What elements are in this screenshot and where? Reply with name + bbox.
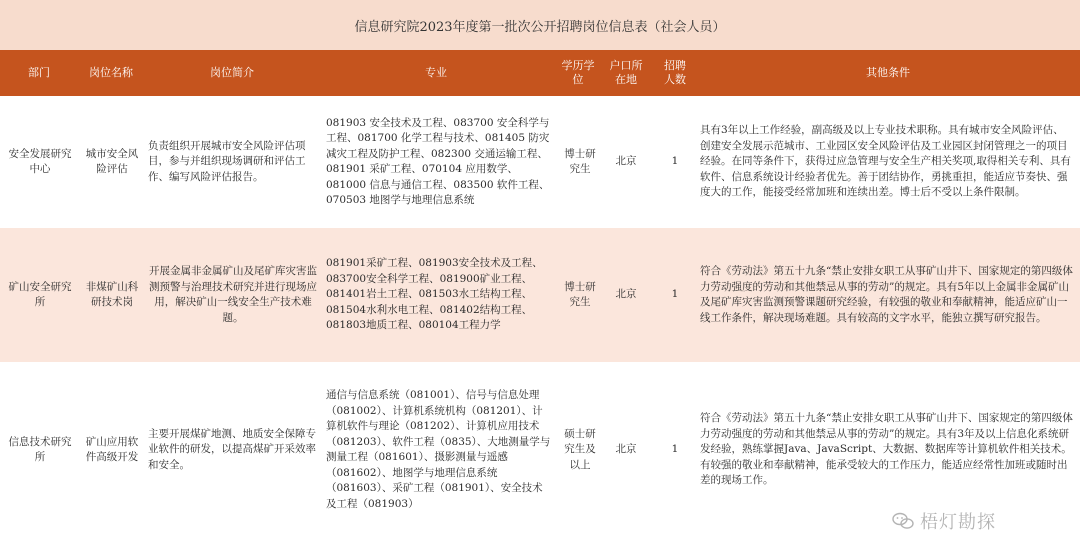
cell-edu: 博士研究生 xyxy=(564,280,596,308)
table-row xyxy=(0,228,1080,362)
cell-count: 1 xyxy=(671,443,679,456)
header-intro: 岗位简介 xyxy=(210,66,254,79)
cell-count: 1 xyxy=(671,288,679,301)
cell-intro: 负责组织开展城市安全风险评估项目，参与并组织现场调研和评估工作、编写风险评估报告。 xyxy=(148,139,306,183)
header-other: 其他条件 xyxy=(866,66,910,79)
cell-major: 081901采矿工程、081903安全技术及工程、083700安全科学工程、081900矿业工程、081401岩土工程、081503水工结构工程、081504水利水电工程、081402结构工程、081803地质工程、080104工程力学 xyxy=(326,257,543,332)
header-dept: 部门 xyxy=(28,66,50,79)
watermark-text: 梧灯勘探 xyxy=(920,512,996,533)
cell-edu: 博士研究生 xyxy=(564,147,596,175)
cell-dept: 信息技术研究所 xyxy=(8,435,72,463)
cell-other: 符合《劳动法》第五十九条“禁止安排女职工从事矿山井下、国家规定的第四级体力劳动强度的劳动和其他禁忌从事的劳动”的规定。具有3年及以上信息化系统研发经验，熟练掌握Java、JavaScript、大数据、数据库等计算机软件相关技术。有较强的敬业和奉献精神，能承受较大的工作压力，能适应经常性加班或随时出差的现场工作。 xyxy=(700,412,1073,487)
cell-major: 081903 安全技术及工程、083700 安全科学与工程、081700 化学工程与技术、081405 防灾减灾工程及防护工程、082300 交通运输工程、081901 采矿工程、070104 应用数学、081000 信息与通信工程、083500 软件工程、070503 地图学与地理信息系统 xyxy=(326,116,550,206)
table-header xyxy=(0,50,1080,96)
header-major: 专业 xyxy=(425,66,447,79)
cell-intro: 主要开展煤矿地测、地质安全保障专业软件的研发，以提高煤矿开采效率和安全。 xyxy=(148,427,316,471)
cell-intro: 开展金属非金属矿山及尾矿库灾害监测预警与治理技术研究并进行现场应用，解决矿山一线安全生产技术难题。 xyxy=(149,265,317,324)
header-post: 岗位名称 xyxy=(89,66,133,79)
cell-hukou: 北京 xyxy=(615,155,637,168)
cell-other: 具有3年以上工作经验，副高级及以上专业技术职称。具有城市安全风险评估、创建安全发展示范城市、工业园区安全风险评估及工业园区封闭管理之一的项目经验。在同等条件下，获得过应急管理与安全生产相关奖项,取得相关专利、具有软件、信息系统设计经验者优先。善于团结协作，勇挑重担，能适应节奏快、强度大的工作，能接受经常加班和连续出差。博士后不受以上条件限制。 xyxy=(700,124,1071,199)
cell-dept: 安全发展研究中心 xyxy=(8,147,72,175)
cell-edu: 硕士研究生及以上 xyxy=(564,427,596,471)
cell-post: 非煤矿山科研技术岗 xyxy=(85,280,139,308)
header-hukou: 户口所在地 xyxy=(609,59,643,86)
cell-post: 城市安全风险评估 xyxy=(85,147,139,175)
wechat-icon xyxy=(892,512,914,530)
cell-hukou: 北京 xyxy=(615,443,637,456)
table-row xyxy=(0,96,1080,228)
cell-hukou: 北京 xyxy=(615,288,637,301)
header-count: 招聘人数 xyxy=(664,59,686,86)
cell-major: 通信与信息系统（081001）、信号与信息处理（081002）、计算机系统机构（081201）、计算机软件与理论（081202）、计算机应用技术（081203）、软件工程（0835）、大地测量学与测量工程（081601）、摄影测量与遥感（081602）、地图学与地理信息系统（081603）、采矿工程（081901）、安全技术及工程（081903） xyxy=(326,389,551,510)
cell-post: 矿山应用软件高级开发 xyxy=(85,435,139,463)
table-title: 信息研究院2023年度第一批次公开招聘岗位信息表（社会人员） xyxy=(0,0,1080,50)
watermark xyxy=(892,508,996,534)
cell-other: 符合《劳动法》第五十九条“禁止安排女职工从事矿山井下、国家规定的第四级体力劳动强度的劳动和其他禁忌从事的劳动”的规定。具有5年以上金属非金属矿山及尾矿库灾害监测预警课题研究经验，有较强的敬业和奉献精神，能适应矿山一线工作条件，解决现场难题。具有较高的文字水平，能独立撰写研究报告。 xyxy=(700,265,1073,324)
cell-count: 1 xyxy=(671,155,679,168)
header-edu: 学历学位 xyxy=(561,59,595,86)
cell-dept: 矿山安全研究所 xyxy=(8,280,72,308)
